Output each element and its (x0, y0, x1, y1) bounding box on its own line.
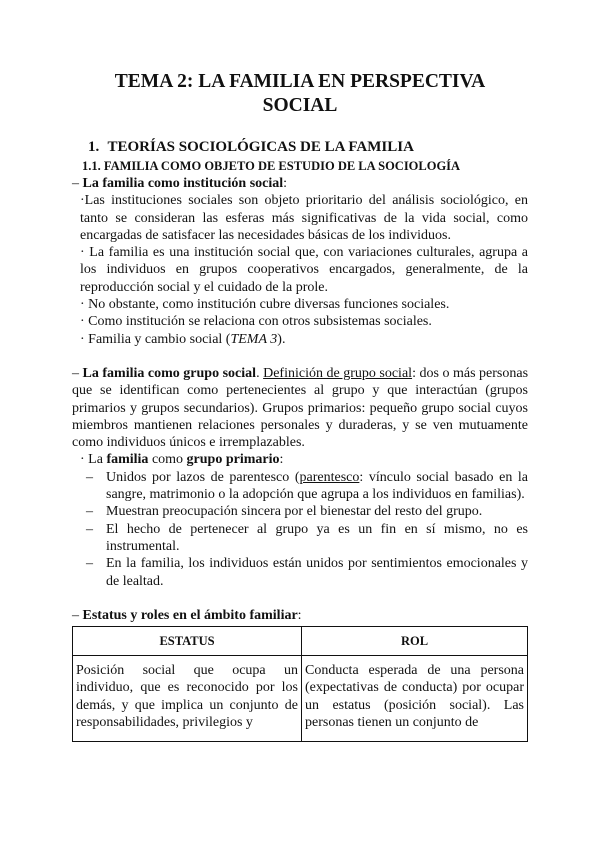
header-estatus: ESTATUS (73, 627, 302, 656)
item-text: En la familia, los individuos están unidos por sentimientos emocionales y de lealtad. (106, 556, 528, 589)
section-1-1-heading: 1.1. FAMILIA COMO OBJETO DE ESTUDIO DE LA SOCIOLOGÍA (82, 159, 461, 173)
institution-paragraph-3: · No obstante, como institución cubre diversas funciones sociales. (80, 297, 450, 313)
cell-rol (302, 656, 528, 742)
document-page (72, 70, 528, 742)
table-header-row (73, 627, 528, 656)
p5-text: · Familia y cambio social ( (80, 331, 231, 347)
status-heading: Estatus y roles en el ámbito familiar (82, 607, 298, 623)
page-title (72, 70, 528, 118)
colon: : (279, 452, 284, 468)
institution-paragraph-4: · Como institución se relaciona con otros subsistemas sociales. (80, 314, 432, 330)
list-item (106, 555, 528, 590)
cell-text: Posición social que ocupa un individuo, que es reconocido por los demás, y que implica un conjunto de responsabilidades, privilegios y (76, 663, 298, 731)
section-1-number: 1. (88, 139, 100, 155)
text: · La (80, 452, 107, 468)
dash: – (72, 607, 83, 623)
institution-heading-line (72, 175, 528, 192)
list-item (106, 469, 528, 504)
institution-heading: La familia como institución social (82, 176, 284, 191)
title-line-1: TEMA 2: LA FAMILIA EN PERSPECTIVA (114, 71, 486, 92)
colon: : (283, 176, 288, 191)
institution-paragraph-1: ·Las instituciones sociales son objeto prioritario del análisis sociológico, en tanto se consideran las esferas más significativas de la vida social, como encargadas de satisfacer las necesidades básicas de los individuos. (80, 193, 528, 243)
section-1-title: TEORÍAS SOCIOLÓGICAS DE LA FAMILIA (107, 139, 414, 155)
section-1-heading (88, 138, 528, 156)
group-paragraph (72, 365, 528, 451)
primary-group-list (72, 469, 528, 590)
title-line-2: SOCIAL (262, 95, 338, 116)
p5-text-end: ). (277, 331, 286, 347)
list-item (106, 503, 528, 520)
institution-paragraph-2: · La familia es una institución social que, con variaciones culturales, agrupa a los individuos en grupos cooperativos encargados, generalmente, de la reproducción social y el cuidado de la prole. (80, 245, 528, 295)
definition-text: : dos o más personas que se identifican como pertenecientes al grupo y que interactúan (grupos primarios y grupos secundarios). Grupos primarios: pequeño grupo social cuyos miembros mantienen relaciones personales y duraderas, y se ven mutuamente como individuos únicos e irremplazables. (72, 365, 529, 451)
header-rol: ROL (302, 627, 528, 656)
text: como (148, 452, 187, 468)
institution-paragraph-5 (72, 331, 528, 348)
cell-text: Conducta esperada de una persona (expectativas de conducta) por ocupar un estatus (posición social). Las personas tienen un conjunto de (305, 663, 524, 731)
dash: – (72, 176, 83, 191)
item-text: El hecho de pertenecer al grupo ya es un fin en sí mismo, no es instrumental. (106, 521, 528, 554)
status-heading-line (72, 607, 528, 624)
dash: – (72, 365, 83, 381)
item-text-end: : vínculo social basado en la sangre, matrimonio o la adopción que agrupa a los individuos en familias). (106, 469, 529, 503)
parentesco-term: parentesco (299, 469, 360, 485)
list-item (106, 521, 528, 556)
tema-reference: TEMA 3 (230, 331, 278, 347)
primary-group-term: grupo primario (186, 452, 280, 468)
cell-estatus (73, 656, 302, 742)
item-text: Unidos por lazos de parentesco ( (106, 469, 300, 485)
group-heading: La familia como grupo social (82, 365, 257, 381)
status-role-table (72, 626, 528, 742)
separator: . (256, 365, 264, 381)
familia-term: familia (106, 452, 149, 468)
colon: : (297, 607, 302, 623)
table-row (73, 656, 528, 742)
definition-label: Definición de grupo social (263, 365, 413, 381)
item-text: Muestran preocupación sincera por el bienestar del resto del grupo. (106, 504, 483, 520)
primary-group-line (72, 451, 528, 468)
